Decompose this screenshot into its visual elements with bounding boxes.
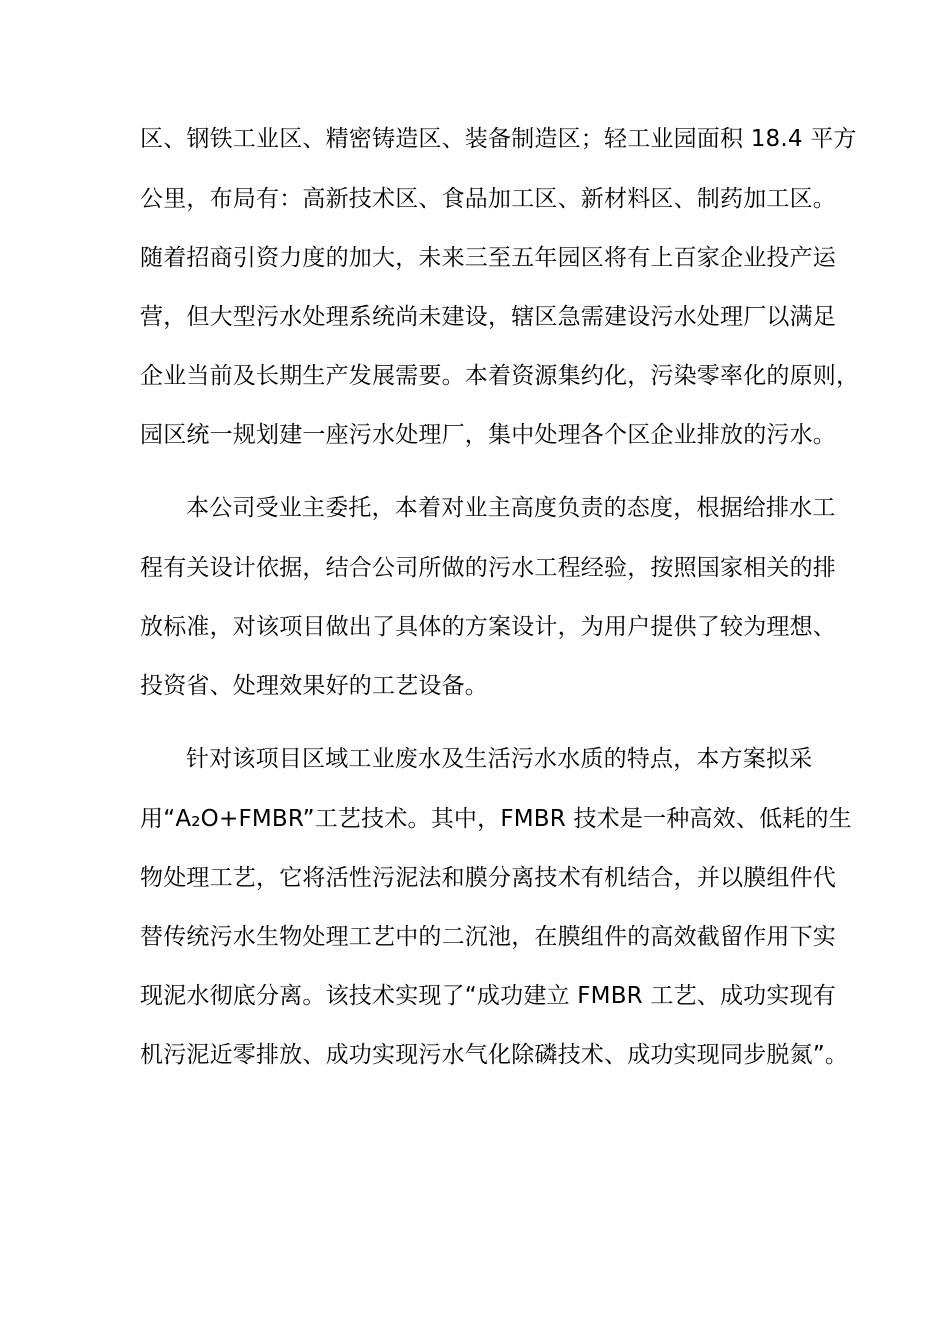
paragraph-3-line-4: 替传统污水生物处理工艺中的二沉池，在膜组件的高效截留作用下实 [140, 924, 836, 950]
paragraph-3-line-2: 用“A₂O+FMBR”工艺技术。其中，FMBR 技术是一种高效、低耗的生 [140, 806, 852, 832]
paragraph-2-line-3: 放标准，对该项目做出了具体的方案设计，为用户提供了较为理想、 [140, 614, 836, 640]
paragraph-2-line-4: 投资省、处理效果好的工艺设备。 [140, 673, 488, 699]
paragraph-1-line-2: 公里，布局有：高新技术区、食品加工区、新材料区、制药加工区。 [140, 186, 836, 212]
paragraph-1-line-6: 园区统一规划建一座污水处理厂，集中处理各个区企业排放的污水。 [140, 422, 836, 448]
paragraph-3-line-3: 物处理工艺，它将活性污泥法和膜分离技术有机结合，并以膜组件代 [140, 865, 836, 891]
paragraph-1-line-3: 随着招商引资力度的加大，未来三至五年园区将有上百家企业投产运 [140, 245, 836, 271]
paragraph-1-line-1: 区、钢铁工业区、精密铸造区、装备制造区；轻工业园面积 18.4 平方 [140, 126, 857, 152]
paragraph-3-line-6: 机污泥近零排放、成功实现污水气化除磷技术、成功实现同步脱氮”。 [140, 1042, 849, 1068]
paragraph-3-line-1: 针对该项目区域工业废水及生活污水水质的特点，本方案拟采 [186, 746, 813, 772]
paragraph-2-line-1: 本公司受业主委托，本着对业主高度负责的态度，根据给排水工 [186, 495, 836, 521]
paragraph-1-line-4: 营，但大型污水处理系统尚未建设，辖区急需建设污水处理厂以满足 [140, 304, 836, 330]
paragraph-2-line-2: 程有关设计依据，结合公司所做的污水工程经验，按照国家相关的排 [140, 555, 836, 581]
paragraph-1-line-5: 企业当前及长期生产发展需要。本着资源集约化，污染零率化的原则， [140, 363, 860, 389]
paragraph-3-line-5: 现泥水彻底分离。该技术实现了“成功建立 FMBR 工艺、成功实现有 [140, 983, 836, 1009]
